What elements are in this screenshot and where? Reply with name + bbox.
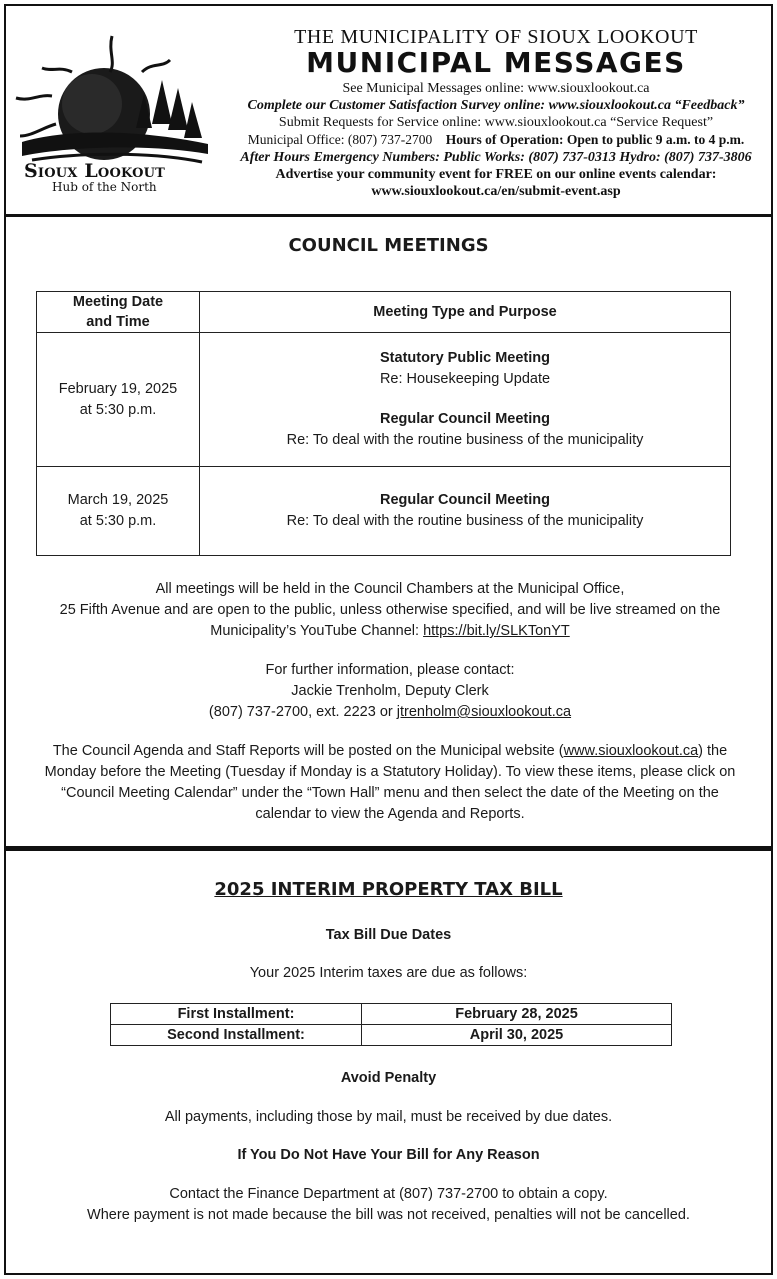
header-requests-line: Submit Requests for Service online: www.siouxlookout.ca “Service Request” <box>278 115 714 130</box>
tax-title: 2025 INTERIM PROPERTY TAX BILL <box>214 879 563 900</box>
penalty-heading: Avoid Penalty <box>340 1070 437 1086</box>
logo-name: Sioux Lookout <box>24 160 166 182</box>
header-events-url[interactable]: www.siouxlookout.ca/en/submit-event.asp <box>371 184 621 199</box>
header-title-line1: THE MUNICIPALITY OF SIOUX LOOKOUT <box>294 26 698 48</box>
header-survey-line: Complete our Customer Satisfaction Survey online: www.siouxlookout.ca “Feedback” <box>247 98 745 113</box>
meeting-type: Statutory Public Meeting <box>380 350 550 366</box>
installment-label: First Installment: <box>111 1004 362 1025</box>
header-text-block <box>218 26 774 200</box>
council-title: COUNCIL MEETINGS <box>288 235 489 256</box>
no-bill-heading: If You Do Not Have Your Bill for Any Reason <box>237 1147 540 1163</box>
meeting-type: Regular Council Meeting <box>380 492 550 508</box>
header-emergency-line: After Hours Emergency Numbers: Public Works: (807) 737-0313 Hydro: (807) 737-3806 <box>240 150 752 165</box>
header-online-line: See Municipal Messages online: www.siouxlookout.ca <box>342 81 650 96</box>
meeting-location-paragraph: All meetings will be held in the Council Chambers at the Municipal Office, 25 Fifth Avenue and are open to the public, unless otherwise specified, and will be live streamed on the Municipality’s YouTube Channel: https://bit.ly/SLKTonYT <box>59 581 721 639</box>
due-dates-heading: Tax Bill Due Dates <box>325 927 452 943</box>
installment-date: April 30, 2025 <box>362 1025 672 1046</box>
meeting-date-cell: February 19, 2025 at 5:30 p.m. <box>37 333 200 467</box>
table-header-row <box>37 292 731 333</box>
meeting-purpose: Re: Housekeeping Update <box>379 371 551 387</box>
header-meeting-type: Meeting Type and Purpose <box>200 292 731 333</box>
installment-date: February 28, 2025 <box>362 1004 672 1025</box>
meeting-date-cell: March 19, 2025 at 5:30 p.m. <box>37 467 200 556</box>
tax-bill-section <box>4 848 773 1275</box>
table-row <box>111 1025 672 1046</box>
website-link[interactable]: www.siouxlookout.ca <box>563 743 699 759</box>
table-row <box>37 467 731 556</box>
municipal-header <box>4 4 773 216</box>
office-hours: Hours of Operation: Open to public 9 a.m. to 4 p.m. <box>445 132 745 147</box>
header-office-line <box>218 131 774 149</box>
tax-intro: Your 2025 Interim taxes are due as follows: <box>249 965 528 981</box>
contact-name: Jackie Trenholm, Deputy Clerk <box>291 683 489 699</box>
table-row <box>37 333 731 467</box>
meeting-type-cell <box>200 333 731 467</box>
installments-table <box>110 1003 672 1046</box>
header-advertise-line: Advertise your community event for FREE on our online events calendar: <box>275 167 717 182</box>
table-row <box>111 1004 672 1025</box>
penalty-text: All payments, including those by mail, must be received by due dates. <box>164 1109 613 1125</box>
no-bill-line1: Contact the Finance Department at (807) 737-2700 to obtain a copy. <box>169 1186 608 1202</box>
contact-paragraph: For further information, please contact: Jackie Trenholm, Deputy Clerk (807) 737-2700, ext. 2223 or jtrenholm@siouxlookout.ca <box>20 660 760 723</box>
header-meeting-date: Meeting Date and Time <box>37 292 200 333</box>
agenda-paragraph: The Council Agenda and Staff Reports will be posted on the Municipal website (www.siouxlookout.ca) the Monday before the Meeting (Tuesday if Monday is a Statutory Holiday). To view these items, please click on “Council Meeting Calendar” under the “Town Hall” menu and then select the date of the Meeting on the calendar to view the Agenda and Reports. <box>44 743 736 822</box>
contact-email-link[interactable]: jtrenholm@siouxlookout.ca <box>396 704 572 720</box>
logo-tagline: Hub of the North <box>52 180 157 194</box>
installment-label: Second Installment: <box>111 1025 362 1046</box>
no-bill-line2: Where payment is not made because the bill was not received, penalties will not be cancelled. <box>87 1207 690 1223</box>
meeting-purpose: Re: To deal with the routine business of the municipality <box>286 432 644 448</box>
header-title-line2: MUNICIPAL MESSAGES <box>306 46 686 79</box>
youtube-link[interactable]: https://bit.ly/SLKTonYT <box>423 623 570 639</box>
council-meetings-section <box>4 214 773 848</box>
meeting-type: Regular Council Meeting <box>380 411 550 427</box>
meeting-type-cell <box>200 467 731 556</box>
council-meetings-table <box>36 291 731 556</box>
meeting-purpose: Re: To deal with the routine business of the municipality <box>286 513 644 529</box>
office-phone: Municipal Office: (807) 737-2700 <box>247 132 433 147</box>
